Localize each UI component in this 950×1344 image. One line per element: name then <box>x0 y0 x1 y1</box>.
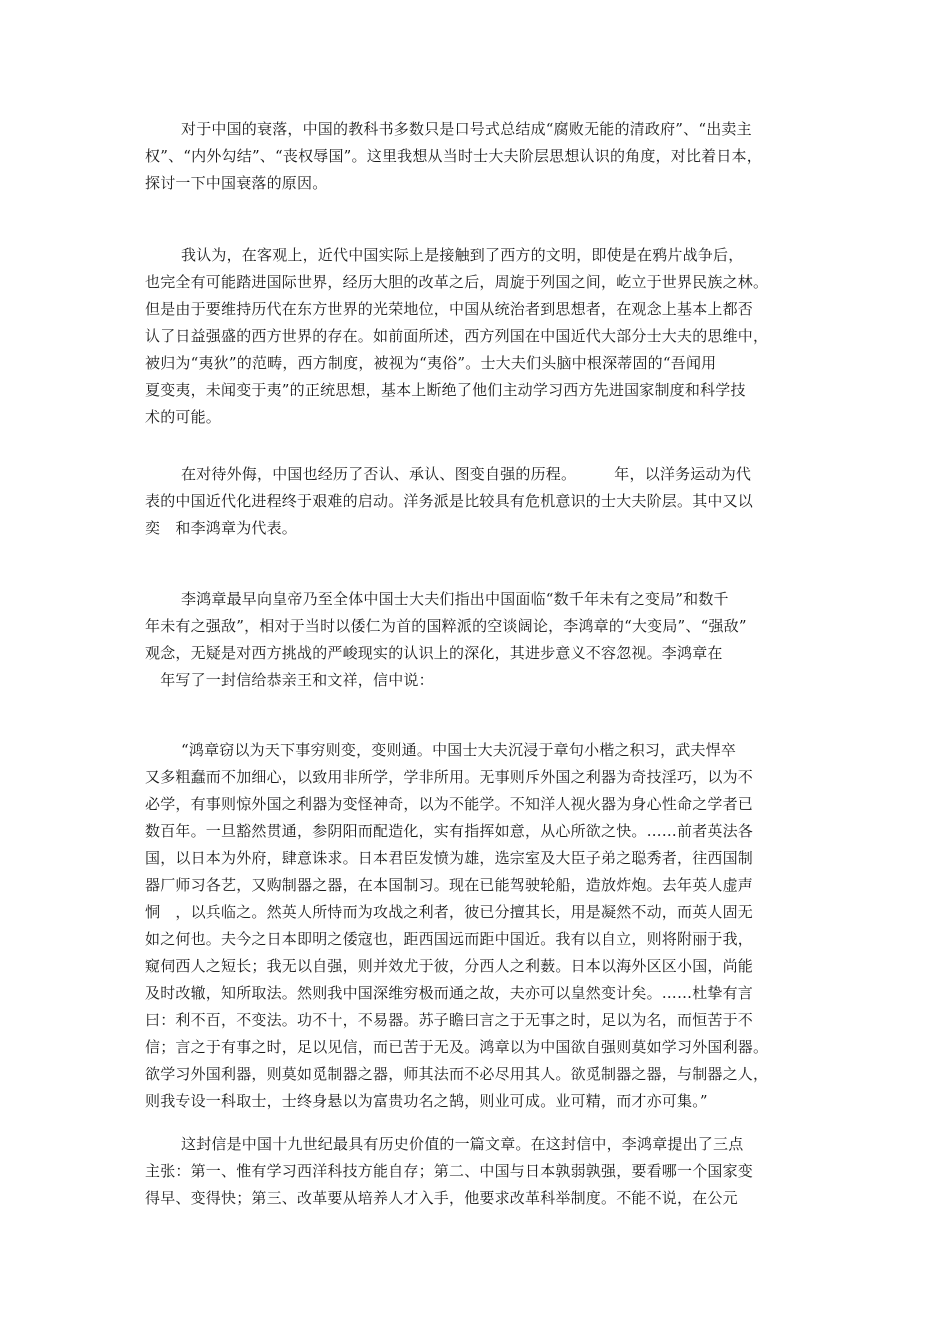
text-line: 主张：第一、惟有学习西洋科技方能自存；第二、中国与日本孰弱孰强，要看哪一个国家变 <box>145 1162 754 1180</box>
text-line: 如之何也。夫今之日本即明之倭寇也，距西国远而距中国近。我有以自立，则将附丽于我， <box>145 930 754 948</box>
text-line: 信；言之于有事之时，足以见信，而已苦于无及。鸿章以为中国欲自强则莫如学习外国利器。 <box>145 1038 769 1056</box>
paragraph-foreign-affairs <box>145 461 811 542</box>
text-line: 及时改辙，知所取法。然则我中国深维穷极而通之故，夫亦可以皇然变计矣。……杜挚有言 <box>145 984 754 1002</box>
text-line: 欲学习外国利器，则莫如觅制器之器，师其法而不必尽用其人。欲觅制器之器，与制器之人， <box>145 1065 769 1083</box>
text-line: 权”、“内外勾结”、“丧权辱国”。这里我想从当时士大夫阶层思想认识的角度，对比着日本， <box>145 147 762 165</box>
text-line: 认了日益强盛的西方世界的存在。如前面所述，西方列国在中国近代大部分士大夫的思维中， <box>145 327 769 345</box>
text-line: 年写了一封信给恭亲王和文祥，信中说： <box>145 671 434 689</box>
text-line: “鸿章窃以为天下事穷则变，变则通。中国士大夫沉浸于章句小楷之积习，武夫悍卒 <box>181 741 737 759</box>
text-line: 曰：利不百，不变法。功不十，不易器。苏子瞻曰言之于无事之时，足以为名，而恒苦于不 <box>145 1011 754 1029</box>
text-line: 得早、变得快；第三、改革要从培养人才入手，他要求改革科举制度。不能不说，在公元 <box>145 1189 738 1207</box>
text-line: 李鸿章最早向皇帝乃至全体中国士大夫们指出中国面临“数千年未有之变局”和数千 <box>181 590 729 608</box>
text-line: 年未有之强敌”，相对于当时以倭仁为首的国粹派的空谈阔论，李鸿章的“大变局”、“强敌” <box>145 617 747 635</box>
text-line: 表的中国近代化进程终于艰难的启动。洋务派是比较具有危机意识的士大夫阶层。其中又以 <box>145 492 754 510</box>
text-line: 这封信是中国十九世纪最具有历史价值的一篇文章。在这封信中，李鸿章提出了三点 <box>181 1135 744 1153</box>
text-line: 则我专设一科取士，士终身悬以为富贵功名之鹄，则业可成。业可精，而才亦可集。” <box>145 1092 708 1110</box>
text-line: 探讨一下中国衰落的原因。 <box>145 174 328 192</box>
paragraph-li-hongzhang <box>145 586 811 694</box>
text-line: 被归为“夷狄”的范畴，西方制度，被视为“夷俗”。士大夫们头脑中根深蒂固的“吾闻用 <box>145 354 717 372</box>
paragraph-decline-intro <box>145 116 811 197</box>
text-line: 也完全有可能踏进国际世界，经历大胆的改革之后，周旋于列国之间，屹立于世界民族之林。 <box>145 273 769 291</box>
text-line: 在对待外侮，中国也经历了否认、承认、图变自强的历程。 年，以洋务运动为代 <box>181 465 752 483</box>
text-line: 又多粗蠢而不加细心，以致用非所学，学非所用。无事则斥外国之利器为奇技淫巧，以为不 <box>145 768 754 786</box>
paragraph-letter-significance <box>145 1131 811 1212</box>
text-line: 国，以日本为外府，肆意诛求。日本君臣发愤为雄，选宗室及大臣子弟之聪秀者，往西国制 <box>145 849 754 867</box>
text-line: 奕 和李鸿章为代表。 <box>145 519 298 537</box>
text-line: 夏变夷，未闻变于夷”的正统思想，基本上断绝了他们主动学习西方先进国家制度和科学技 <box>145 381 746 399</box>
paragraph-author-view <box>145 242 811 431</box>
paragraph-letter-quote <box>145 737 811 1115</box>
text-line: 观念，无疑是对西方挑战的严峻现实的认识上的深化，其进步意义不容忽视。李鸿章在 <box>145 644 723 662</box>
text-line: 我认为，在客观上，近代中国实际上是接触到了西方的文明，即使是在鸦片战争后， <box>181 246 744 264</box>
text-line: 数百年。一旦豁然贯通，参阴阳而配造化，实有指挥如意，从心所欲之快。……前者英法各 <box>145 822 754 840</box>
text-line: 恫 ，以兵临之。然英人所恃而为攻战之利者，彼已分擅其长，用是凝然不动，而英人固无 <box>145 903 754 921</box>
text-line: 窥伺西人之短长；我无以自强，则并效尤于彼，分西人之利薮。日本以海外区区小国，尚能 <box>145 957 754 975</box>
text-line: 对于中国的衰落，中国的教科书多数只是口号式总结成“腐败无能的清政府”、“出卖主 <box>181 120 752 138</box>
text-line: 必学，有事则惊外国之利器为变怪神奇，以为不能学。不知洋人视火器为身心性命之学者已 <box>145 795 754 813</box>
text-line: 但是由于要维持历代在东方世界的光荣地位，中国从统治者到思想者，在观念上基本上都否 <box>145 300 754 318</box>
text-line: 术的可能。 <box>145 408 222 426</box>
text-line: 器厂师习各艺，又购制器之器，在本国制习。现在已能驾驶轮船，造放炸炮。去年英人虚声 <box>145 876 754 894</box>
